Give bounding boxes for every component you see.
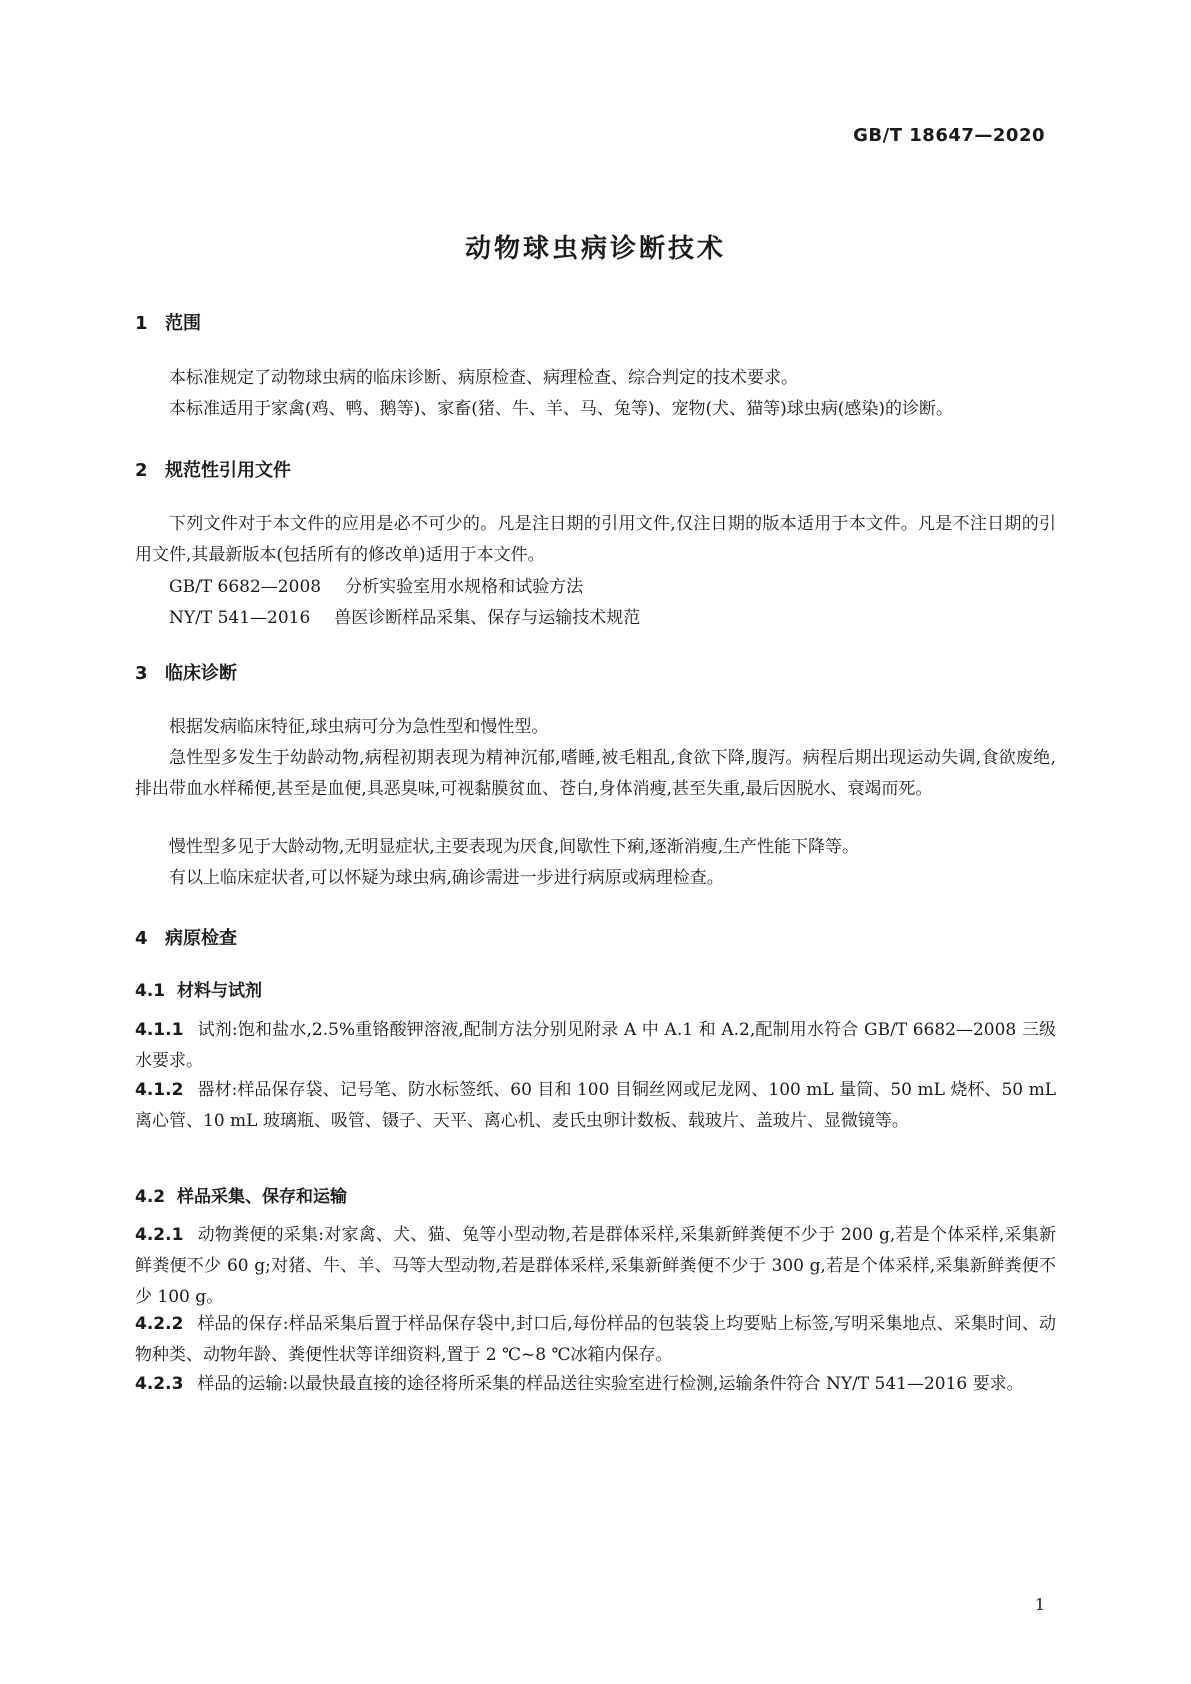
clause-text: 样品的保存:样品采集后置于样品保存袋中,封口后,每份样品的包装袋上均要贴上标签,写明采集地点、采集时间、动物种类、动物年龄、粪便性状等详细资料,置于 2 ℃~8 ℃冰箱内保存。 <box>135 1314 1056 1365</box>
paragraph: 下列文件对于本文件的应用是必不可少的。凡是注日期的引用文件,仅注日期的版本适用于本文件。凡是不注日期的引用文件,其最新版本(包括所有的修改单)适用于本文件。 <box>135 514 1056 565</box>
reference-code: NY/T 541—2016 <box>169 608 311 628</box>
section-heading-1 <box>135 309 201 335</box>
paragraph: 慢性型多见于大龄动物,无明显症状,主要表现为厌食,间歇性下痢,逐渐消瘦,生产性能下降等。 <box>169 837 860 857</box>
subsection-title: 样品采集、保存和运输 <box>177 1187 347 1207</box>
reference-item <box>169 572 583 597</box>
section-number: 2 <box>135 460 148 481</box>
clause-text: 器材:样品保存袋、记号笔、防水标签纸、60 目和 100 目铜丝网或尼龙网、100 mL 量筒、50 mL 烧杯、50 mL 离心管、10 mL 玻璃瓶、吸管、镊子、天平、离心机、麦氏虫卵计数板、载玻片、盖玻片、显微镜等。 <box>135 1080 1056 1131</box>
subsection-number: 4.2 <box>135 1187 166 1207</box>
subsection-heading-4-2 <box>135 1182 347 1207</box>
document-title: 动物球虫病诊断技术 <box>464 234 726 264</box>
section-heading-3 <box>135 659 237 685</box>
clause-item <box>135 1369 1056 1400</box>
page-number: 1 <box>1034 1595 1045 1614</box>
paragraph: 本标准规定了动物球虫病的临床诊断、病原检查、病理检查、综合判定的技术要求。 <box>169 368 798 388</box>
section-heading-4 <box>135 924 237 950</box>
clause-item <box>135 1015 1056 1077</box>
reference-title: 兽医诊断样品采集、保存与运输技术规范 <box>334 608 641 628</box>
clause-number: 4.2.2 <box>135 1314 184 1334</box>
clause-item <box>135 1309 1056 1371</box>
section-title: 规范性引用文件 <box>165 460 291 481</box>
section-title: 范围 <box>165 313 201 334</box>
reference-code: GB/T 6682—2008 <box>169 577 322 597</box>
reference-item <box>169 603 640 628</box>
paragraph: 有以上临床症状者,可以怀疑为球虫病,确诊需进一步进行病原或病理检查。 <box>169 868 724 888</box>
subsection-number: 4.1 <box>135 981 166 1001</box>
subsection-heading-4-1 <box>135 976 262 1001</box>
clause-number: 4.2.3 <box>135 1374 184 1394</box>
paragraph: 根据发病临床特征,球虫病可分为急性型和慢性型。 <box>169 717 549 737</box>
clause-item <box>135 1220 1056 1313</box>
clause-item <box>135 1075 1056 1137</box>
clause-text: 样品的运输:以最快最直接的途径将所采集的样品送往实验室进行检测,运输条件符合 NY/T 541—2016 要求。 <box>197 1374 1024 1394</box>
paragraph: 本标准适用于家禽(鸡、鸭、鹅等)、家畜(猪、牛、羊、马、兔等)、宠物(犬、猫等)球虫病(感染)的诊断。 <box>169 399 954 419</box>
clause-number: 4.1.2 <box>135 1080 184 1100</box>
section-title: 临床诊断 <box>165 663 237 684</box>
clause-number: 4.1.1 <box>135 1020 184 1040</box>
clause-text: 动物粪便的采集:对家禽、犬、猫、兔等小型动物,若是群体采样,采集新鲜粪便不少于 200 g,若是个体采样,采集新鲜粪便不少 60 g;对猪、牛、羊、马等大型动物,若是群体采样,采集新鲜粪便不少于 300 g,若是个体采样,采集新鲜粪便不少 100 g。 <box>135 1225 1056 1307</box>
reference-title: 分析实验室用水规格和试验方法 <box>345 577 584 597</box>
section-heading-2 <box>135 456 291 482</box>
section-number: 4 <box>135 928 148 949</box>
section-number: 1 <box>135 313 148 334</box>
section-title: 病原检查 <box>165 928 237 949</box>
subsection-title: 材料与试剂 <box>177 981 262 1001</box>
section-number: 3 <box>135 663 148 684</box>
clause-text: 试剂:饱和盐水,2.5%重铬酸钾溶液,配制方法分别见附录 A 中 A.1 和 A.2,配制用水符合 GB/T 6682—2008 三级水要求。 <box>135 1020 1056 1071</box>
standard-code: GB/T 18647—2020 <box>853 125 1045 146</box>
paragraph: 急性型多发生于幼龄动物,病程初期表现为精神沉郁,嗜睡,被毛粗乱,食欲下降,腹泻。病程后期出现运动失调,食欲废绝,排出带血水样稀便,甚至是血便,具恶臭味,可视黏膜贫血、苍白,身体消瘦,甚至失重,最后因脱水、衰竭而死。 <box>135 748 1056 799</box>
clause-number: 4.2.1 <box>135 1225 184 1245</box>
